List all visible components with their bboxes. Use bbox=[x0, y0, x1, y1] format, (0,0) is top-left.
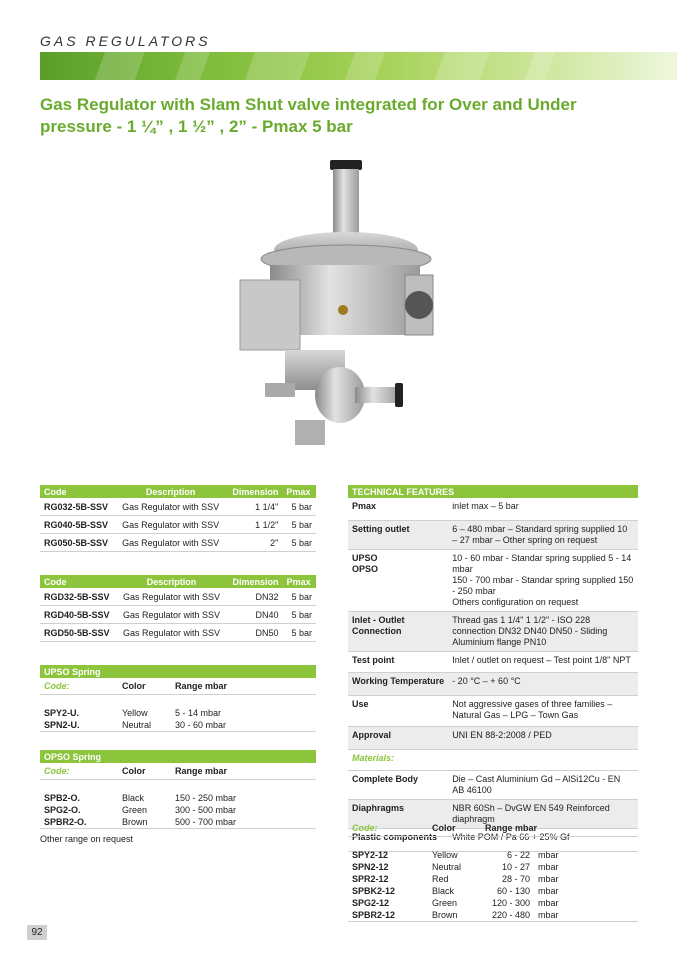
material-label: Plastic components bbox=[348, 829, 448, 852]
pmax-cell: 5 bar bbox=[283, 624, 316, 642]
feature-label: Approval bbox=[348, 727, 448, 750]
code-cell: SPBR2-12 bbox=[348, 909, 428, 922]
col-color: Color bbox=[118, 763, 171, 780]
feature-value: Thread gas 1 1/4" 1 1/2" - ISO 228 connection DN32 DN40 DN50 - Sliding Aluminium flange PN10 bbox=[448, 612, 638, 652]
description-cell: Gas Regulator with SSV bbox=[117, 588, 227, 606]
color-cell: Green bbox=[122, 805, 148, 815]
table-row bbox=[348, 612, 638, 652]
section-title: GAS REGULATORS bbox=[40, 33, 211, 49]
table-row bbox=[348, 873, 638, 885]
table-row bbox=[40, 792, 316, 804]
materials-label: Materials: bbox=[348, 750, 638, 771]
feature-label: Pmax bbox=[348, 498, 448, 521]
code-cell: SPG2-O. bbox=[44, 805, 81, 815]
pmax-cell: 5 bar bbox=[283, 606, 316, 624]
material-label: Complete Body bbox=[348, 771, 448, 800]
opso-spring-table bbox=[40, 750, 316, 829]
gas-regulator-image bbox=[225, 155, 445, 455]
col-dimension: Dimension bbox=[226, 485, 283, 498]
feature-label: Working Temperature bbox=[348, 673, 448, 696]
dimension-cell: DN50 bbox=[226, 624, 282, 642]
col-code: Code: bbox=[40, 763, 118, 780]
dimension-cell: 1 1/2" bbox=[226, 516, 283, 534]
range-cell: 500 - 700 mbar bbox=[171, 816, 316, 829]
feature-value: - 20 °C – + 60 °C bbox=[448, 673, 638, 696]
color-cell: Yellow bbox=[432, 850, 458, 860]
unit-cell: mbar bbox=[538, 898, 559, 908]
code-cell: SPN2-U. bbox=[40, 719, 118, 732]
col-color: Color bbox=[428, 820, 481, 837]
description-cell: Gas Regulator with SSV bbox=[117, 624, 227, 642]
table-row bbox=[348, 750, 638, 771]
code-cell: RGD40-5B-SSV bbox=[40, 606, 117, 624]
range-cell: 6 - 22 bbox=[506, 850, 530, 860]
feature-value: 10 - 60 mbar - Standar spring supplied 5 - 14 mbar 150 - 700 mbar - Standar spring supplied 150 - 250 mbar Others configuration on request bbox=[448, 550, 638, 612]
code-cell: SPR2-12 bbox=[352, 874, 389, 884]
dimension-cell: DN40 bbox=[226, 606, 282, 624]
technical-features-table bbox=[348, 485, 638, 852]
dimension-cell: 2" bbox=[226, 534, 283, 552]
code-cell: SPY2-U. bbox=[44, 708, 80, 718]
code-cell: SPN2-12 bbox=[352, 862, 389, 872]
upso-spring-table bbox=[40, 665, 316, 732]
feature-label: Inlet - Outlet Connection bbox=[348, 612, 448, 652]
pmax-cell: 5 bar bbox=[282, 516, 316, 534]
color-cell: Brown bbox=[118, 816, 171, 829]
feature-value: UNI EN 88-2:2008 / PED bbox=[448, 727, 638, 750]
range-cell: 10 - 27 bbox=[501, 862, 530, 872]
feature-value: inlet max – 5 bar bbox=[448, 498, 638, 521]
table-row bbox=[40, 606, 316, 624]
unit-cell: mbar bbox=[534, 909, 638, 922]
color-cell: Green bbox=[432, 898, 458, 908]
color-cell: Brown bbox=[428, 909, 481, 922]
feature-label: Use bbox=[348, 696, 448, 727]
description-cell: Gas Regulator with SSV bbox=[116, 498, 226, 516]
table-row bbox=[348, 897, 638, 909]
pmax-cell: 5 bar bbox=[282, 534, 316, 552]
code-cell: SPBR2-O. bbox=[40, 816, 118, 829]
table-row bbox=[40, 498, 316, 516]
technical-title: TECHNICAL FEATURES bbox=[348, 485, 638, 498]
col-description: Description bbox=[116, 485, 226, 498]
feature-label: UPSO OPSO bbox=[348, 550, 448, 612]
table-row bbox=[348, 771, 638, 800]
code-cell: RG032-5B-SSV bbox=[40, 498, 116, 516]
table-row bbox=[348, 673, 638, 696]
col-pmax: Pmax bbox=[283, 575, 316, 588]
code-cell: RG050-5B-SSV bbox=[40, 534, 116, 552]
col-range: Range mbar bbox=[481, 820, 638, 837]
table-row bbox=[348, 849, 638, 861]
material-value: White POM / Pa 66 + 25% Gf bbox=[448, 829, 638, 852]
table-row bbox=[348, 885, 638, 897]
col-description: Description bbox=[117, 575, 227, 588]
table-row bbox=[40, 707, 316, 719]
table-row bbox=[40, 534, 316, 552]
feature-label: Setting outlet bbox=[348, 521, 448, 550]
unit-cell: mbar bbox=[538, 874, 559, 884]
table-row bbox=[40, 816, 316, 829]
range-cell: 5 - 14 mbar bbox=[175, 708, 222, 718]
unit-cell: mbar bbox=[538, 850, 559, 860]
header-banner bbox=[40, 52, 677, 80]
code-cell: RGD50-5B-SSV bbox=[40, 624, 117, 642]
table-row bbox=[348, 696, 638, 727]
range-cell: 150 - 250 mbar bbox=[175, 793, 237, 803]
table-row bbox=[348, 550, 638, 612]
color-cell: Neutral bbox=[432, 862, 462, 872]
table-row bbox=[40, 588, 316, 606]
thread-code-table bbox=[40, 485, 316, 552]
table-row bbox=[348, 652, 638, 673]
table-row bbox=[348, 498, 638, 521]
col-dimension: Dimension bbox=[226, 575, 282, 588]
range-cell: 28 - 70 bbox=[501, 874, 530, 884]
table-row bbox=[40, 516, 316, 534]
range-cell: 220 - 480 bbox=[481, 909, 534, 922]
unit-cell: mbar bbox=[538, 862, 559, 872]
code-cell: SPB2-O. bbox=[44, 793, 81, 803]
range-cell: 120 - 300 bbox=[491, 898, 530, 908]
code-cell: RG040-5B-SSV bbox=[40, 516, 116, 534]
code-cell: SPY2-12 bbox=[352, 850, 389, 860]
range-note: Other range on request bbox=[40, 834, 134, 844]
col-code: Code bbox=[40, 485, 116, 498]
upso-title: UPSO Spring bbox=[40, 665, 316, 678]
feature-value: Not aggressive gases of three families – Natural Gas – LPG – Town Gas bbox=[448, 696, 638, 727]
col-code: Code: bbox=[348, 820, 428, 837]
pmax-cell: 5 bar bbox=[283, 588, 316, 606]
table-row bbox=[40, 804, 316, 816]
color-cell: Black bbox=[432, 886, 455, 896]
feature-value: 6 – 480 mbar – Standard spring supplied 10 – 27 mbar – Other spring on request bbox=[448, 521, 638, 550]
col-range: Range mbar bbox=[171, 763, 316, 780]
dimension-cell: 1 1/4" bbox=[226, 498, 283, 516]
color-cell: Black bbox=[122, 793, 145, 803]
page-title: Gas Regulator with Slam Shut valve integrated for Over and Under pressure - 1 ¼” , 1 ½” , 2” - Pmax 5 bar bbox=[40, 95, 577, 136]
col-range: Range mbar bbox=[171, 678, 316, 695]
color-cell: Yellow bbox=[122, 708, 148, 718]
table-row bbox=[348, 909, 638, 922]
col-pmax: Pmax bbox=[282, 485, 316, 498]
range-cell: 30 - 60 mbar bbox=[171, 719, 316, 732]
description-cell: Gas Regulator with SSV bbox=[116, 516, 226, 534]
table-row bbox=[348, 727, 638, 750]
dimension-cell: DN32 bbox=[226, 588, 282, 606]
feature-label: Test point bbox=[348, 652, 448, 673]
range-cell: 300 - 500 mbar bbox=[175, 805, 237, 815]
table-row bbox=[348, 521, 638, 550]
material-value: NBR 60Sh – DvGW EN 549 Reinforced diaphragm bbox=[448, 800, 638, 829]
flange-code-table bbox=[40, 575, 316, 642]
table-row bbox=[40, 719, 316, 732]
material-label: Diaphragms bbox=[348, 800, 448, 829]
code-cell: RGD32-5B-SSV bbox=[40, 588, 117, 606]
code-cell: SPG2-12 bbox=[352, 898, 390, 908]
description-cell: Gas Regulator with SSV bbox=[117, 606, 227, 624]
code-cell: SPBK2-12 bbox=[352, 886, 396, 896]
feature-value: Inlet / outlet on request – Test point 1/8" NPT bbox=[448, 652, 638, 673]
pmax-cell: 5 bar bbox=[282, 498, 316, 516]
description-cell: Gas Regulator with SSV bbox=[116, 534, 226, 552]
color-cell: Red bbox=[432, 874, 449, 884]
table-row bbox=[348, 861, 638, 873]
unit-cell: mbar bbox=[538, 886, 559, 896]
material-value: Die – Cast Aluminium Gd – AlSi12Cu - EN AB 46100 bbox=[448, 771, 638, 800]
outlet-spring-table bbox=[348, 820, 638, 922]
opso-title: OPSO Spring bbox=[40, 750, 316, 763]
col-color: Color bbox=[118, 678, 171, 695]
table-row bbox=[40, 624, 316, 642]
page-number: 92 bbox=[27, 925, 47, 940]
col-code: Code: bbox=[40, 678, 118, 695]
range-cell: 60 - 130 bbox=[496, 886, 530, 896]
col-code: Code bbox=[40, 575, 117, 588]
color-cell: Neutral bbox=[118, 719, 171, 732]
